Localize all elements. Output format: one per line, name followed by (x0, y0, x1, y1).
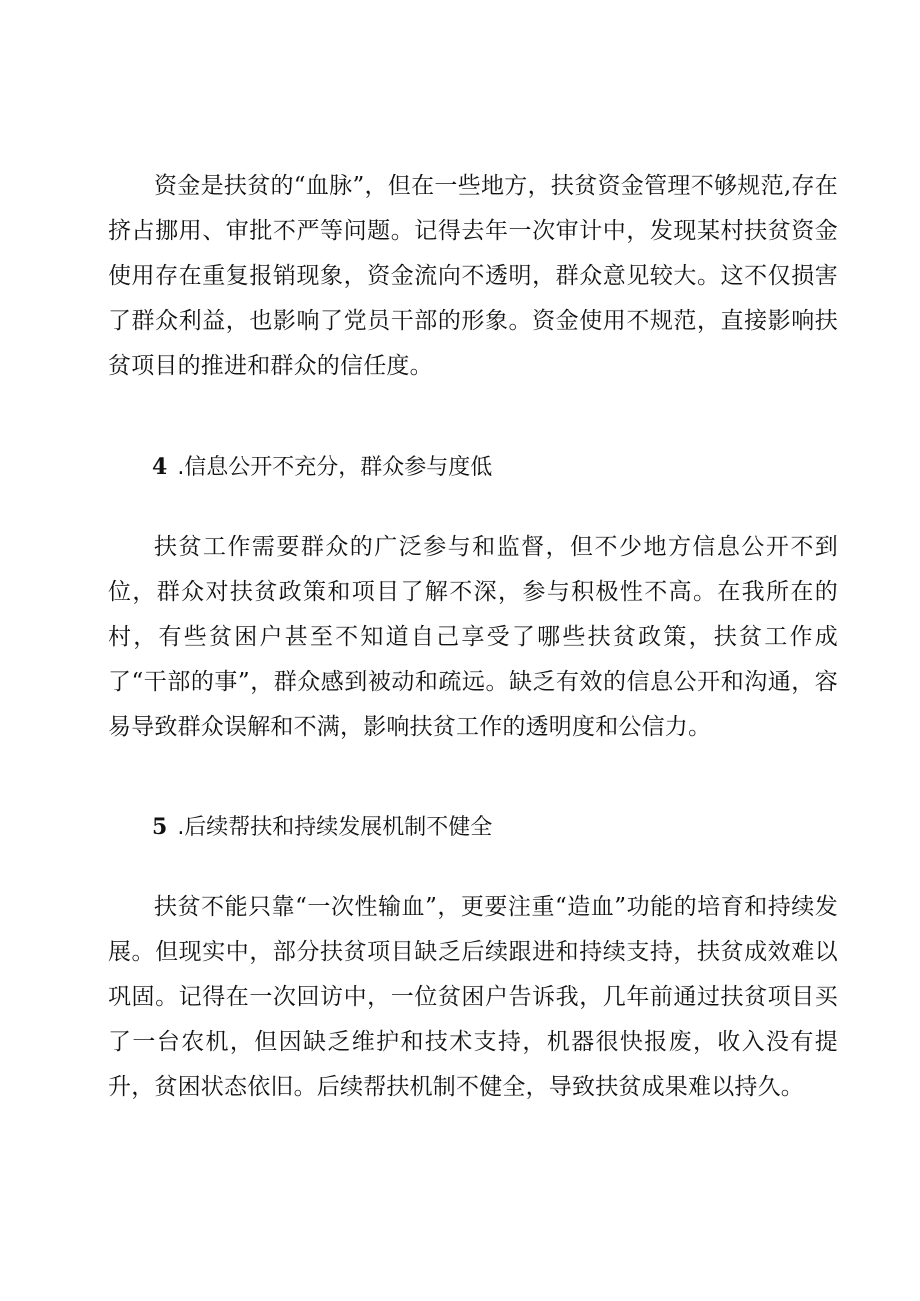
section-4-body: 扶贫工作需要群众的广泛参与和监督，但不少地方信息公开不到位，群众对扶贫政策和项目了解不深，参与积极性不高。在我所在的村，有些贫困户甚至不知道自己享受了哪些扶贫政策，扶贫工作成了“干部的事”，群众感到被动和疏远。缺乏有效的信息公开和沟通，容易导致群众误解和不满，影响扶贫工作的透明度和公信力。 (108, 534, 838, 740)
section-5-heading (152, 812, 492, 843)
section-4-title: .信息公开不充分，群众参与度低 (177, 455, 493, 480)
body-paragraph-funds: 资金是扶贫的“血脉”，但在一些地方，扶贫资金管理不够规范,存在挤占挪用、审批不严等问题。记得去年一次审计中，发现某村扶贫资金使用存在重复报销现象，资金流向不透明，群众意见较大。这不仅损害了群众利益，也影响了党员干部的形象。资金使用不规范，直接影响扶贫项目的推进和群众的信任度。 (108, 173, 838, 379)
section-5-number: 5 (152, 814, 168, 840)
section-5-title: .后续帮扶和持续发展机制不健全 (177, 815, 493, 840)
section-4-number: 4 (152, 454, 168, 480)
section-4-heading (152, 452, 492, 483)
section-5-body: 扶贫不能只靠“一次性输血”，更要注重“造血”功能的培育和持续发展。但现实中，部分扶贫项目缺乏后续跟进和持续支持，扶贫成效难以巩固。记得在一次回访中，一位贫困户告诉我，几年前通过扶贫项目买了一台农机，但因缺乏维护和技术支持，机器很快报废，收入没有提升，贫困状态依旧。后续帮扶机制不健全，导致扶贫成果难以持久。 (108, 894, 838, 1100)
